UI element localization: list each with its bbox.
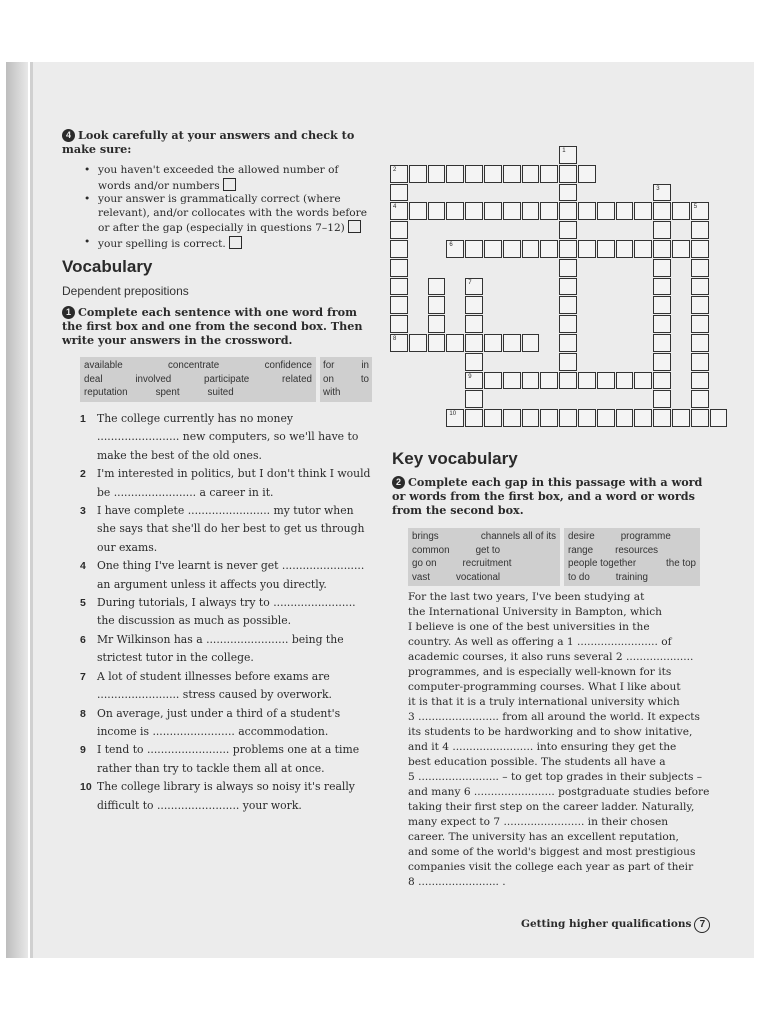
sentence-text: The college currently has no money ........................ new computers, so we'll have to make the best of the old ones.	[97, 412, 359, 462]
passage-line: country. As well as offering a 1 ........................ of	[408, 636, 672, 648]
crossword-clue-number: 4	[393, 204, 397, 211]
exercise2-title: Complete each gap in this passage with a word or words from the first box, and a word or words from the second box.	[392, 475, 703, 517]
passage-line: academic courses, it also runs several 2 ....................	[408, 651, 694, 663]
sentence-text: I'm interested in politics, but I don't think I would be ........................ a career in it.	[97, 467, 371, 499]
word-box-word: channels all of its	[480, 531, 556, 542]
word-box-row	[84, 386, 312, 400]
crossword-clue-number: 5	[693, 204, 698, 211]
crossword-clue-number: 10	[449, 411, 457, 418]
sentence-item	[80, 668, 372, 705]
crossword-clue-number: 7	[468, 279, 472, 286]
word-box-word: spent	[155, 387, 180, 398]
exercise2-passage	[408, 590, 708, 890]
word-box-row	[568, 544, 696, 558]
word-box-word: suited	[207, 387, 234, 398]
word-box-row	[412, 557, 556, 571]
sentence-number: 9	[80, 744, 86, 757]
exercise2-word-box-1	[408, 528, 560, 586]
word-box-word: to	[360, 373, 369, 385]
word-box-word: related	[282, 373, 312, 385]
word-box-word: the top	[666, 558, 696, 569]
sentence-text: During tutorials, I always try to ........................ the discussion as much as possible.	[97, 596, 356, 628]
sentence-number: 7	[80, 670, 86, 683]
checkbox-icon[interactable]	[223, 178, 236, 191]
sentence-number: 3	[80, 505, 86, 518]
word-box-row	[323, 359, 369, 373]
sentence-number: 4	[80, 560, 86, 573]
word-box-word: range	[568, 544, 594, 556]
sentence-item	[80, 741, 372, 778]
crossword-clue-number: 6	[449, 242, 453, 248]
word-box-row	[568, 530, 696, 544]
sentence-text: I tend to ........................ problems one at a time rather than try to tackle them all at once.	[97, 743, 360, 775]
word-box-word: reputation	[84, 387, 128, 398]
word-box-word: to do	[568, 571, 590, 583]
word-box-word: with	[323, 387, 341, 398]
sentence-item	[80, 502, 372, 557]
word-box-word: vocational	[455, 571, 501, 583]
crossword-clue-number: 9	[468, 373, 472, 380]
word-box-word: for	[323, 360, 335, 371]
word-box-word: confidence	[264, 360, 312, 371]
passage-line: companies visit the college each year as part of their	[408, 861, 694, 873]
section4-number-badge: 4	[62, 129, 75, 142]
passage-line: its students to be hardworking and to show initative,	[408, 726, 693, 738]
word-box-word: on	[323, 373, 334, 385]
word-box-word: participate	[204, 373, 250, 385]
checklist-item	[80, 236, 370, 252]
page-number: 7	[694, 917, 710, 933]
word-box-row	[568, 557, 696, 571]
vocabulary-subheading: Dependent prepositions	[62, 284, 189, 298]
passage-line: 3 ........................ from all around the world. It expects	[408, 711, 700, 723]
sentence-text: A lot of student illnesses before exams are ........................ stress caused by overwork.	[97, 669, 332, 702]
sentence-number: 2	[80, 468, 86, 481]
crossword-clue-number: 1	[562, 148, 566, 154]
word-box-word: in	[361, 360, 369, 371]
passage-line: many expect to 7 ........................ in their chosen	[408, 816, 669, 828]
section4-title: Look carefully at your answers and check to make sure:	[62, 128, 355, 156]
checklist-item	[80, 193, 370, 236]
word-box-row	[412, 571, 556, 585]
checklist-item-text: your spelling is correct.	[98, 237, 226, 250]
passage-line: I believe is one of the best universities in the	[408, 621, 650, 633]
sentence-item	[80, 631, 372, 668]
vocabulary-heading: Vocabulary	[62, 257, 153, 276]
word-box-row	[568, 571, 696, 585]
passage-line: and it 4 ........................ into ensuring they get the	[408, 741, 677, 753]
passage-line: computer-programming courses. What I like about	[408, 681, 681, 693]
passage-line: and many 6 ........................ postgraduate studies before	[408, 786, 710, 798]
word-box-word: go on	[412, 558, 437, 569]
exercise1-title: Complete each sentence with one word from the first box and one from the second box. Then write your answers in the crossword.	[62, 305, 363, 347]
word-box-word: brings	[412, 531, 439, 542]
word-box-word: resources	[615, 544, 659, 556]
page-footer	[521, 917, 710, 933]
checklist-item-text: your answer is grammatically correct (where relevant), and/or collocates with the words before or after the gap (especially in questions 7–12)	[98, 193, 367, 234]
exercise2-word-box-2	[564, 528, 700, 586]
crossword-clue-number: 3	[656, 185, 660, 192]
passage-line: programmes, and is especially well-known for its	[408, 666, 672, 678]
key-vocabulary-heading: Key vocabulary	[392, 449, 518, 468]
checkbox-icon[interactable]	[229, 236, 242, 249]
passage-line: and some of the world's biggest and most prestigious	[408, 846, 696, 858]
book-spine-shadow	[6, 62, 28, 958]
word-box-row	[84, 373, 312, 387]
sentence-number: 6	[80, 633, 86, 646]
sentence-text: I have complete ........................ my tutor when she says that she'll do her best to get us through our exams.	[97, 504, 365, 554]
passage-line: 5 ........................ – to get top grades in their subjects –	[408, 771, 703, 783]
word-box-row	[323, 373, 369, 387]
passage-line: best education possible. The students all have a	[408, 756, 666, 768]
word-box-row	[412, 530, 556, 544]
word-box-word: programme	[620, 531, 671, 542]
word-box-word: people together	[568, 558, 637, 569]
section4-checklist	[80, 164, 370, 251]
passage-line: the International University in Bampton, which	[408, 606, 662, 618]
word-box-word: available	[84, 360, 123, 371]
checkbox-icon[interactable]	[348, 220, 361, 233]
word-box-word: training	[615, 571, 648, 583]
checklist-item	[80, 164, 370, 193]
footer-title: Getting higher qualifications	[521, 918, 692, 930]
passage-line: For the last two years, I've been studying at	[408, 591, 645, 603]
sentence-item	[80, 705, 372, 742]
crossword-clue-number: 8	[393, 336, 397, 342]
sentence-item	[80, 465, 372, 502]
exercise2-number-badge: 2	[392, 476, 405, 489]
section4-instruction	[62, 128, 362, 156]
exercise1-instruction	[62, 305, 372, 347]
sentence-number: 8	[80, 707, 86, 720]
sentence-text: On average, just under a third of a student's income is ........................ accommodation.	[97, 706, 341, 738]
sentence-text: The college library is always so noisy it's really difficult to ........................ your work.	[97, 780, 355, 812]
word-box-word: get to	[475, 544, 501, 556]
crossword-clue-number: 2	[393, 166, 397, 173]
word-box-row	[412, 544, 556, 558]
passage-line: it is that it is a truly international university which	[408, 696, 680, 708]
word-box-word: common	[412, 544, 450, 556]
passage-line: career. The university has an excellent reputation,	[408, 831, 679, 843]
sentence-item	[80, 410, 372, 465]
word-box-word: involved	[135, 373, 172, 385]
exercise1-word-box-2	[320, 357, 372, 402]
exercise1-sentences	[80, 410, 372, 815]
passage-line: 8 ........................ .	[408, 876, 506, 888]
sentence-item	[80, 594, 372, 631]
checklist-item-text: you haven't exceeded the allowed number of words and/or numbers	[98, 164, 339, 192]
sentence-text: One thing I've learnt is never get ........................ an argument unless it affects you directly.	[97, 559, 365, 591]
word-box-word: recruitment	[462, 558, 512, 569]
sentence-number: 10	[80, 781, 92, 794]
sentence-item	[80, 557, 372, 594]
word-box-word: concentrate	[168, 360, 220, 371]
exercise1-word-box-1	[80, 357, 316, 402]
sentence-item	[80, 778, 372, 815]
passage-line: taking their first step on the career ladder. Naturally,	[408, 801, 695, 813]
word-box-row	[84, 359, 312, 373]
exercise2-instruction	[392, 475, 712, 517]
sentence-number: 1	[80, 413, 86, 425]
sentence-number: 5	[80, 597, 86, 610]
word-box-row	[323, 386, 369, 400]
exercise1-number-badge: 1	[62, 306, 75, 319]
word-box-word: desire	[568, 531, 595, 542]
word-box-word: deal	[84, 373, 103, 385]
word-box-word: vast	[412, 571, 430, 583]
sentence-text: Mr Wilkinson has a ........................ being the strictest tutor in the college.	[97, 632, 344, 665]
